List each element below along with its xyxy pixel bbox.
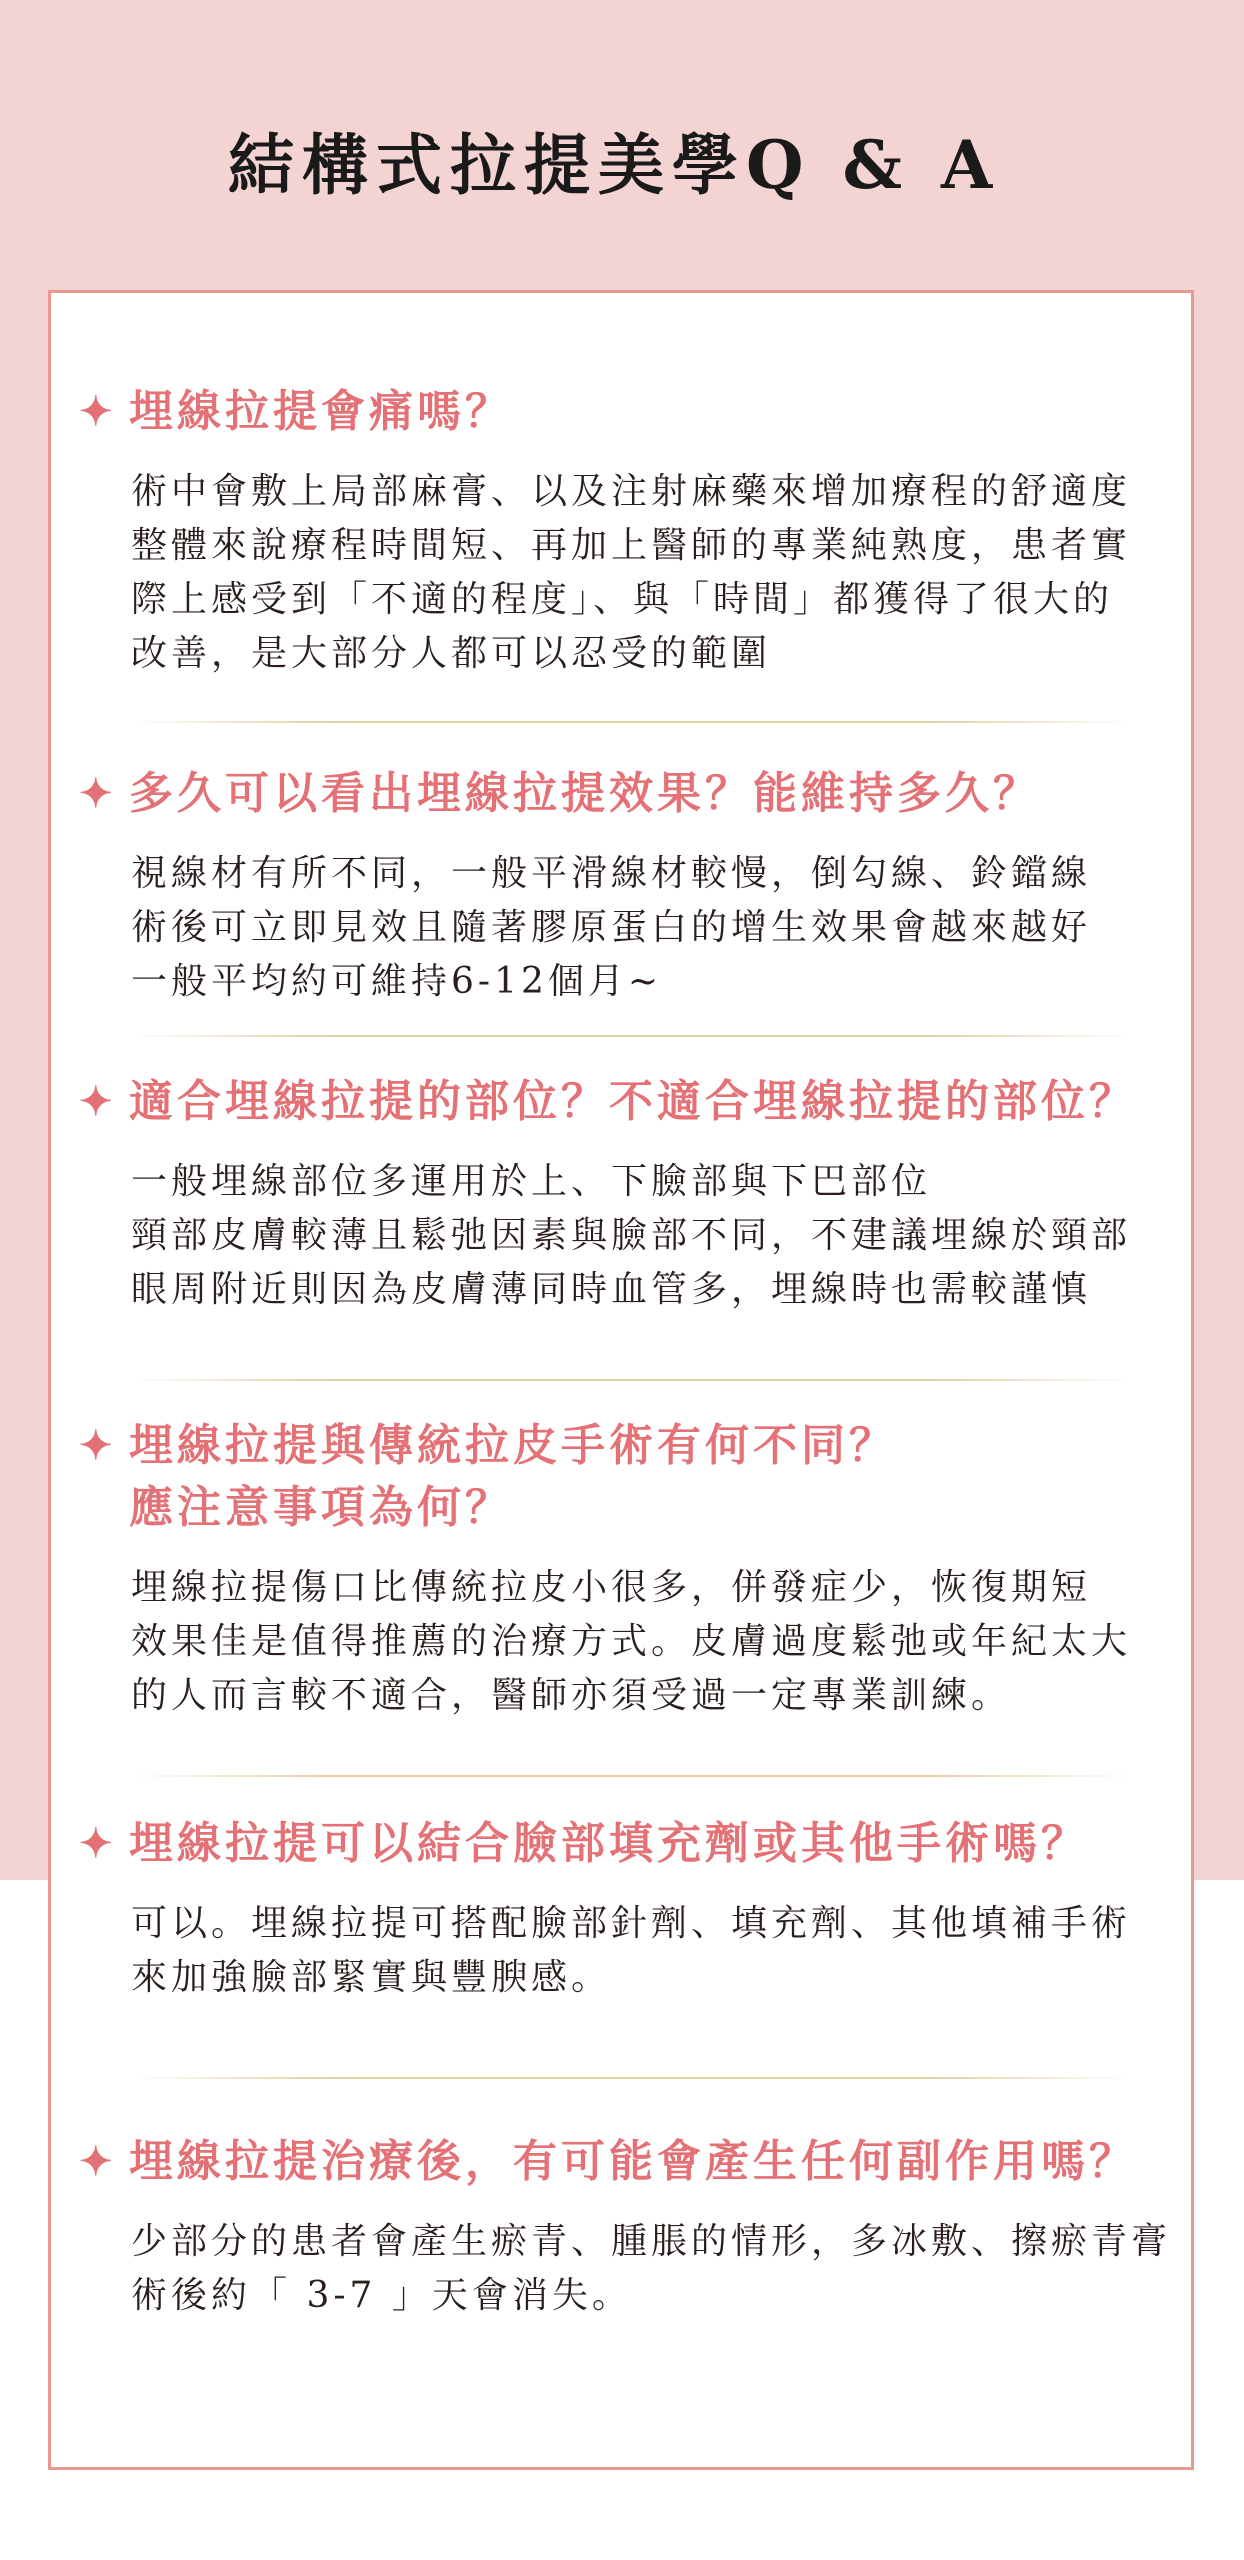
question: ✦ 多久可以看出埋線拉提效果？能維持多久？ <box>51 763 1191 825</box>
divider <box>131 1775 1131 1777</box>
question: ✦ 埋線拉提治療後，有可能會產生任何副作用嗎？ <box>51 2131 1191 2193</box>
answer <box>51 1897 1191 2005</box>
answer-line: 眼周附近則因為皮膚薄同時血管多，埋線時也需較謹慎 <box>131 1269 1092 1310</box>
divider <box>131 1035 1131 1037</box>
question: ✦ 埋線拉提可以結合臉部填充劑或其他手術嗎？ <box>51 1813 1191 1875</box>
question: ✦ 適合埋線拉提的部位？不適合埋線拉提的部位？ <box>51 1071 1191 1133</box>
answer-line: 整體來說療程時間短、再加上醫師的專業純熟度，患者實 <box>131 525 1132 566</box>
answer-line: 際上感受到「不適的程度」、與「時間」都獲得了很大的 <box>131 579 1114 620</box>
sparkle-icon: ✦ <box>79 2138 117 2185</box>
divider <box>131 2077 1131 2079</box>
answer-line: 視線材有所不同，一般平滑線材較慢，倒勾線、鈴鐺線 <box>131 853 1092 894</box>
sparkle-icon: ✦ <box>79 388 117 435</box>
answer <box>51 847 1191 1009</box>
answer-line: 術後可立即見效且隨著膠原蛋白的增生效果會越來越好 <box>131 907 1092 948</box>
answer <box>51 1561 1191 1723</box>
qa-item <box>51 1813 1191 2005</box>
sparkle-icon: ✦ <box>79 770 117 817</box>
question: ✦ 埋線拉提與傳統拉皮手術有何不同？ 應注意事項為何？ <box>51 1415 1191 1539</box>
qa-card <box>48 290 1194 2470</box>
answer-line: 可以。埋線拉提可搭配臉部針劑、填充劑、其他填補手術 <box>131 1903 1132 1944</box>
answer <box>51 2215 1191 2323</box>
qa-item <box>51 763 1191 1009</box>
sparkle-icon: ✦ <box>79 1820 117 1867</box>
divider <box>131 721 1131 723</box>
answer-line: 效果佳是值得推薦的治療方式。皮膚過度鬆弛或年紀太大 <box>131 1621 1132 1662</box>
answer-line: 術中會敷上局部麻膏、以及注射麻藥來增加療程的舒適度 <box>131 471 1132 512</box>
qa-item <box>51 1415 1191 1723</box>
answer-line: 少部分的患者會產生瘀青、腫脹的情形，多冰敷、擦瘀青膏 <box>131 2221 1172 2262</box>
answer-line: 的人而言較不適合，醫師亦須受過一定專業訓練。 <box>131 1675 1012 1716</box>
answer <box>51 465 1191 681</box>
question: ✦ 埋線拉提會痛嗎？ <box>51 381 1191 443</box>
answer-line: 頸部皮膚較薄且鬆弛因素與臉部不同，不建議埋線於頸部 <box>131 1215 1132 1256</box>
answer-line: 來加強臉部緊實與豐腴感。 <box>131 1957 612 1998</box>
qa-item <box>51 1071 1191 1317</box>
answer <box>51 1155 1191 1317</box>
page-title: 結構式拉提美學Q & A <box>228 126 1001 204</box>
qa-item <box>51 381 1191 681</box>
answer-line: 一般平均約可維持6-12個月~ <box>131 961 663 1002</box>
divider <box>131 1379 1131 1381</box>
answer-line: 一般埋線部位多運用於上、下臉部與下巴部位 <box>131 1161 932 1202</box>
answer-line: 埋線拉提傷口比傳統拉皮小很多，併發症少，恢復期短 <box>131 1567 1092 1608</box>
sparkle-icon: ✦ <box>79 1078 117 1125</box>
answer-line: 改善，是大部分人都可以忍受的範圍 <box>131 633 772 674</box>
answer-line: 術後約「 3-7 」天會消失。 <box>131 2275 632 2316</box>
sparkle-icon: ✦ <box>79 1422 117 1469</box>
qa-item <box>51 2131 1191 2323</box>
